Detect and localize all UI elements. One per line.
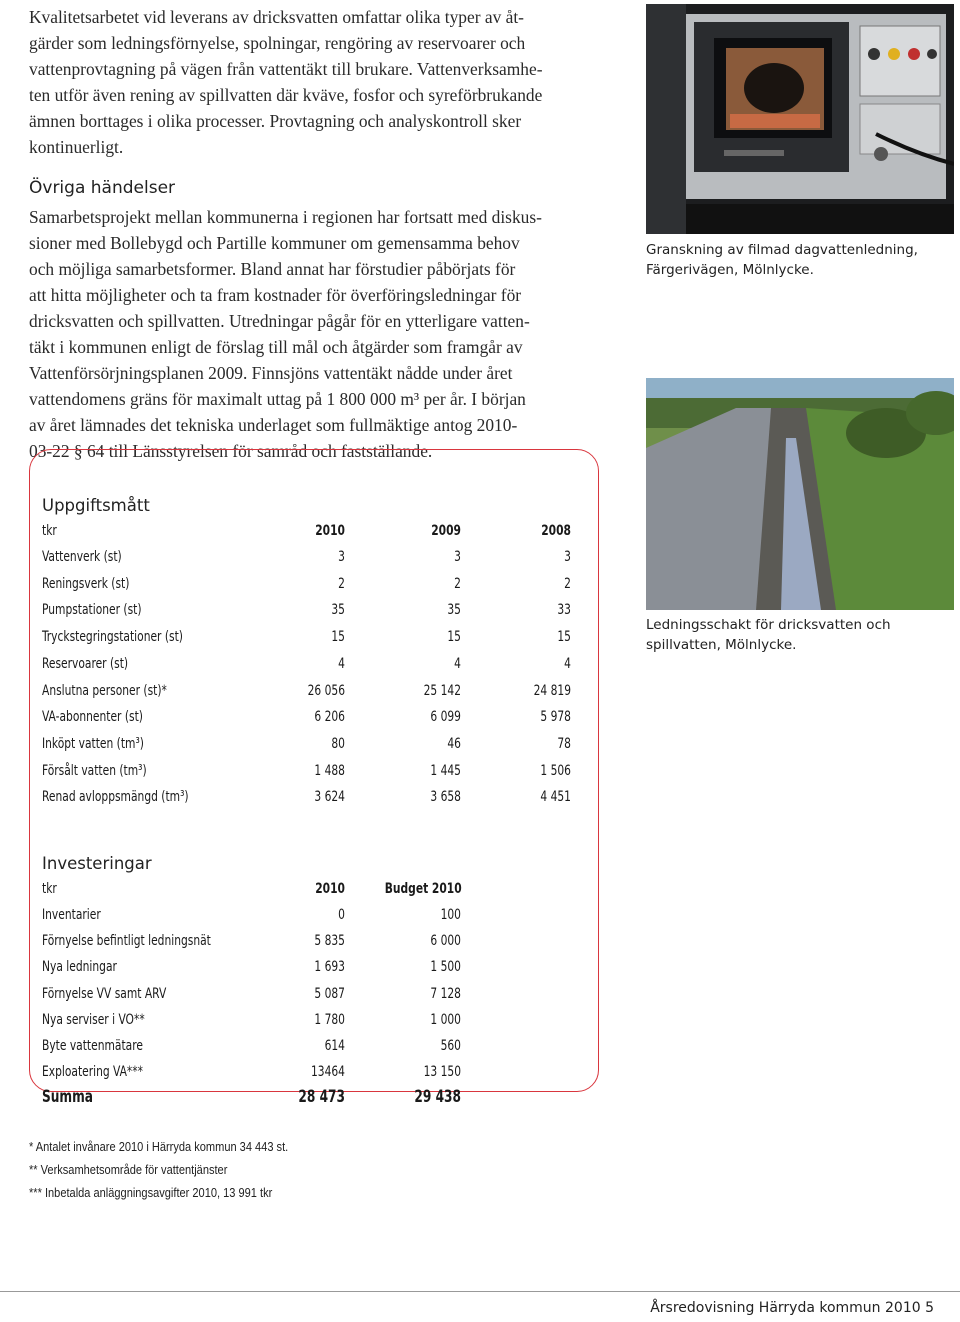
row-value: 0 bbox=[338, 907, 345, 923]
row-value: 46 bbox=[447, 735, 461, 752]
row-value: 2 bbox=[454, 575, 461, 592]
row-value: 3 bbox=[564, 549, 571, 565]
intro-paragraph bbox=[29, 4, 602, 160]
text-line: 03-22 § 64 till Länsstyrelsen för samråd och fastställande. bbox=[29, 441, 433, 461]
trench-photo bbox=[646, 378, 954, 610]
text-line: gärder som ledningsförnyelse, spolningar, rengöring av reservoarer och bbox=[29, 33, 526, 53]
row-label: Inköpt vatten (tm³) bbox=[42, 735, 144, 752]
row-value: 1 780 bbox=[314, 1011, 345, 1028]
text-line: vattendomens gräns för maximalt uttag på 1 800 000 m³ per år. I början bbox=[29, 389, 526, 409]
row-value: 560 bbox=[440, 1038, 461, 1054]
row-value: 1 488 bbox=[314, 762, 345, 779]
row-value: 4 451 bbox=[540, 789, 571, 806]
footnote: ** Verksamhetsområde för vattentjänster bbox=[29, 1162, 228, 1177]
row-label: Inventarier bbox=[42, 907, 101, 923]
row-label: Reningsverk (st) bbox=[42, 575, 130, 592]
text-line: ten utför även rening av spillvatten där kväve, fosfor och syreförbrukande bbox=[29, 85, 543, 105]
row-value: 614 bbox=[324, 1038, 345, 1054]
header-cell: 2009 bbox=[431, 523, 461, 539]
row-value: 1 445 bbox=[430, 762, 461, 779]
footnote: *** Inbetalda anläggningsavgifter 2010, 13 991 tkr bbox=[29, 1185, 273, 1200]
row-label: Pumpstationer (st) bbox=[42, 602, 142, 619]
row-value: 5 978 bbox=[540, 709, 571, 726]
row-label: Byte vattenmätare bbox=[42, 1038, 143, 1054]
row-value: 15 bbox=[447, 629, 461, 646]
row-value: 4 bbox=[454, 655, 461, 672]
footer-divider bbox=[0, 1291, 960, 1292]
section-heading: Övriga händelser bbox=[29, 178, 176, 198]
row-value: 33 bbox=[557, 602, 571, 619]
row-label: Tryckstegringstationer (st) bbox=[42, 629, 183, 646]
text-line: vattenprovtagning på vägen från vattentäkt till brukare. Vattenverksamhe- bbox=[29, 59, 543, 79]
row-value: 3 bbox=[338, 549, 345, 565]
header-cell: 2008 bbox=[541, 523, 571, 539]
uppgiftsmatt-title: Uppgiftsmått bbox=[42, 496, 150, 515]
header-cell: 2010 bbox=[315, 523, 345, 539]
investeringar-title: Investeringar bbox=[42, 854, 152, 873]
photo2-caption: Ledningsschakt för dricksvatten och spillvatten, Mölnlycke. bbox=[646, 617, 891, 653]
row-value: 100 bbox=[440, 907, 461, 923]
row-label: Nya ledningar bbox=[42, 959, 117, 976]
row-label: Anslutna personer (st)* bbox=[42, 682, 167, 699]
row-value: 25 142 bbox=[423, 682, 461, 699]
page-footer: Årsredovisning Härryda kommun 2010 5 bbox=[650, 1300, 934, 1316]
row-value: 15 bbox=[557, 629, 571, 646]
photo1-caption: Granskning av filmad dagvattenledning, Färgerivägen, Mölnlycke. bbox=[646, 242, 918, 278]
row-value: 4 bbox=[564, 655, 571, 672]
row-label: Förnyelse befintligt ledningsnät bbox=[42, 933, 211, 950]
row-value: 1 000 bbox=[430, 1011, 461, 1028]
row-label: Reservoarer (st) bbox=[42, 655, 129, 672]
header-cell: tkr bbox=[42, 881, 57, 897]
row-value: 6 206 bbox=[314, 709, 345, 726]
inspection-monitor-photo bbox=[646, 4, 954, 234]
row-value: 80 bbox=[331, 735, 345, 752]
text-line: ämnen borttages i olika processer. Provtagning och analyskontroll sker bbox=[29, 111, 522, 131]
row-label: Renad avloppsmängd (tm³) bbox=[42, 789, 189, 806]
row-value: 78 bbox=[557, 735, 571, 752]
sum-value: 28 473 bbox=[298, 1087, 345, 1106]
row-value: 13 150 bbox=[423, 1064, 461, 1081]
row-value: 26 056 bbox=[307, 682, 345, 699]
row-label: Förnyelse VV samt ARV bbox=[42, 985, 167, 1002]
row-value: 3 624 bbox=[314, 789, 345, 806]
row-value: 24 819 bbox=[533, 682, 571, 699]
footnote: * Antalet invånare 2010 i Härryda kommun 34 443 st. bbox=[29, 1139, 289, 1154]
row-value: 5 835 bbox=[314, 933, 345, 950]
header-cell: 2010 bbox=[315, 881, 345, 897]
row-label: Vattenverk (st) bbox=[42, 549, 122, 565]
row-value: 3 bbox=[454, 549, 461, 565]
text-line: dricksvatten och spillvatten. Utredningar pågår för en ytterligare vatten- bbox=[29, 311, 530, 331]
text-line: Vattenförsörjningsplanen 2009. Finnsjöns vattentäkt nådde under året bbox=[29, 363, 513, 383]
row-value: 4 bbox=[338, 655, 345, 672]
header-cell: tkr bbox=[42, 523, 57, 539]
row-value: 3 658 bbox=[430, 789, 461, 806]
row-value: 7 128 bbox=[430, 985, 461, 1002]
row-label: Nya serviser i VO** bbox=[42, 1011, 145, 1028]
row-value: 6 099 bbox=[430, 709, 461, 726]
text-line: Samarbetsprojekt mellan kommunerna i regionen har fortsatt med diskus- bbox=[29, 207, 542, 227]
text-line: sioner med Bollebygd och Partille kommuner om gemensamma behov bbox=[29, 233, 520, 253]
row-value: 5 087 bbox=[314, 985, 345, 1002]
text-line: av året lämnades det tekniska underlaget som fullmäktige antog 2010- bbox=[29, 415, 518, 435]
row-value: 1 693 bbox=[314, 959, 345, 976]
sum-value: 29 438 bbox=[414, 1087, 461, 1106]
row-value: 1 500 bbox=[430, 959, 461, 976]
row-value: 2 bbox=[564, 575, 571, 592]
row-label: Försålt vatten (tm³) bbox=[42, 762, 147, 779]
text-line: kontinuerligt. bbox=[29, 137, 124, 157]
row-value: 6 000 bbox=[430, 933, 461, 950]
sum-label: Summa bbox=[42, 1087, 94, 1106]
text-line: och möjliga samarbetsformer. Bland annat har förstudier påbörjats för bbox=[29, 259, 516, 279]
row-value: 13464 bbox=[310, 1064, 345, 1081]
text-line: att hitta möjligheter och ta fram kostnader för överföringsledningar för bbox=[29, 285, 522, 305]
row-value: 2 bbox=[338, 575, 345, 592]
row-value: 1 506 bbox=[540, 762, 571, 779]
row-value: 35 bbox=[447, 602, 461, 619]
row-value: 15 bbox=[331, 629, 345, 646]
text-line: täkt i kommunen enligt de förslag till mål och åtgärder som framgår av bbox=[29, 337, 523, 357]
header-cell: Budget 2010 bbox=[384, 881, 462, 897]
text-line: Kvalitetsarbetet vid leverans av dricksvatten omfattar olika typer av åt- bbox=[29, 7, 524, 27]
row-label: VA-abonnenter (st) bbox=[42, 709, 143, 726]
row-value: 35 bbox=[331, 602, 345, 619]
body-paragraph bbox=[29, 204, 602, 464]
row-label: Exploatering VA*** bbox=[42, 1064, 143, 1081]
